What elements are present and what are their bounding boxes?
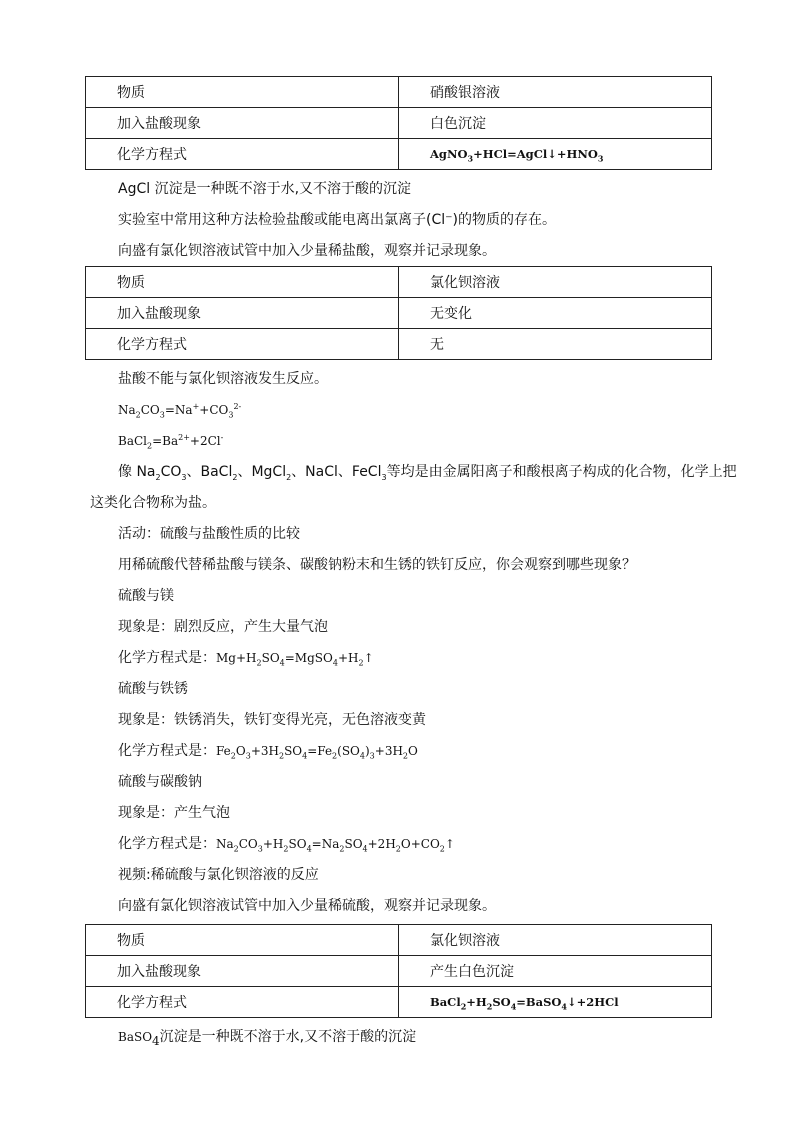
table-cell: 化学方程式 <box>86 987 399 1018</box>
equation-cell <box>399 987 712 1018</box>
table-cell: 物质 <box>86 77 399 108</box>
table-cell: 化学方程式 <box>86 139 399 170</box>
table-cell: 氯化钡溶液 <box>399 925 712 956</box>
rust-phenomenon: 现象是：铁锈消失，铁钉变得光亮，无色溶液变黄 <box>118 712 426 728</box>
table-cell: 白色沉淀 <box>399 108 712 139</box>
table-cell: 无 <box>399 329 712 360</box>
table-row <box>86 987 712 1018</box>
salt-definition-line2: 这类化合物称为盐。 <box>90 495 216 511</box>
table-row <box>86 956 712 987</box>
table-cell: 产生白色沉淀 <box>399 956 712 987</box>
table-cell: 加入盐酸现象 <box>86 108 399 139</box>
mg-phenomenon: 现象是：剧烈反应，产生大量气泡 <box>118 619 328 635</box>
video-label: 视频:稀硫酸与氯化钡溶液的反应 <box>118 867 319 883</box>
rust-equation: 化学方程式是：$Fe_2O_3+3H_2SO_4=Fe_2(SO_4)_3+3H_2O$ <box>118 743 418 761</box>
table-cell: 加入盐酸现象 <box>86 298 399 329</box>
table-row <box>86 139 712 170</box>
agno3-equation: $AgNO_3+HCl=AgCl↓+HNO_3$ <box>430 147 604 164</box>
bacl2-instruction: 向盛有氯化钡溶液试管中加入少量稀盐酸，观察并记录现象。 <box>118 243 496 259</box>
lab-use-note: 实验室中常用这种方法检验盐酸或能电离出氯离子(Cl⁻)的物质的存在。 <box>118 212 556 228</box>
table-cell: 化学方程式 <box>86 329 399 360</box>
rust-heading: 硫酸与铁锈 <box>118 681 188 697</box>
agcl-note: AgCl 沉淀是一种既不溶于水,又不溶于酸的沉淀 <box>118 181 412 197</box>
activity-title: 活动：硫酸与盐酸性质的比较 <box>118 526 300 542</box>
na2co3-heading: 硫酸与碳酸钠 <box>118 774 202 790</box>
barium-chloride-h2so4-table <box>85 924 712 1018</box>
table-row <box>86 108 712 139</box>
table-cell: 加入盐酸现象 <box>86 956 399 987</box>
baso4-note: BaSO$_4$沉淀是一种既不溶于水,又不溶于酸的沉淀 <box>118 1029 417 1048</box>
silver-nitrate-table <box>85 76 712 170</box>
h2so4-instruction: 向盛有氯化钡溶液试管中加入少量稀硫酸，观察并记录现象。 <box>118 898 496 914</box>
na2co3-phenomenon: 现象是：产生气泡 <box>118 805 230 821</box>
table-cell: 硝酸银溶液 <box>399 77 712 108</box>
table-cell: 氯化钡溶液 <box>399 267 712 298</box>
no-reaction-note: 盐酸不能与氯化钡溶液发生反应。 <box>118 371 328 387</box>
table-cell: 无变化 <box>399 298 712 329</box>
bacl2-h2so4-equation: $BaCl_2+H_2SO_4=BaSO_4↓+2HCl$ <box>430 995 619 1012</box>
mg-equation: 化学方程式是：$Mg+H_2SO_4=MgSO_4+H_2↑$ <box>118 650 374 668</box>
equation-cell <box>399 139 712 170</box>
barium-chloride-hcl-table <box>85 266 712 360</box>
salt-definition-line1: 像 $Na_2CO_3$、BaCl$_2$、MgCl$_2$、NaCl、FeCl$_3$等均是由金属阳离子和酸根离子构成的化合物，化学上把 <box>118 464 737 482</box>
bacl2-ionization: $BaCl_2=Ba^{2+}+2Cl^-$ <box>118 433 224 451</box>
activity-question: 用稀硫酸代替稀盐酸与镁条、碳酸钠粉末和生锈的铁钉反应，你会观察到哪些现象？ <box>118 557 636 573</box>
na2co3-equation: 化学方程式是：$Na_2CO_3+H_2SO_4=Na_2SO_4+2H_2O+CO_2↑$ <box>118 836 455 854</box>
table-cell: 物质 <box>86 267 399 298</box>
mg-heading: 硫酸与镁 <box>118 588 174 604</box>
table-cell: 物质 <box>86 925 399 956</box>
na2co3-ionization: $Na_2CO_3=Na^++CO_3^{2-}$ <box>118 402 242 420</box>
table-row <box>86 77 712 108</box>
table-row <box>86 298 712 329</box>
table-row <box>86 267 712 298</box>
table-row <box>86 329 712 360</box>
table-row <box>86 925 712 956</box>
